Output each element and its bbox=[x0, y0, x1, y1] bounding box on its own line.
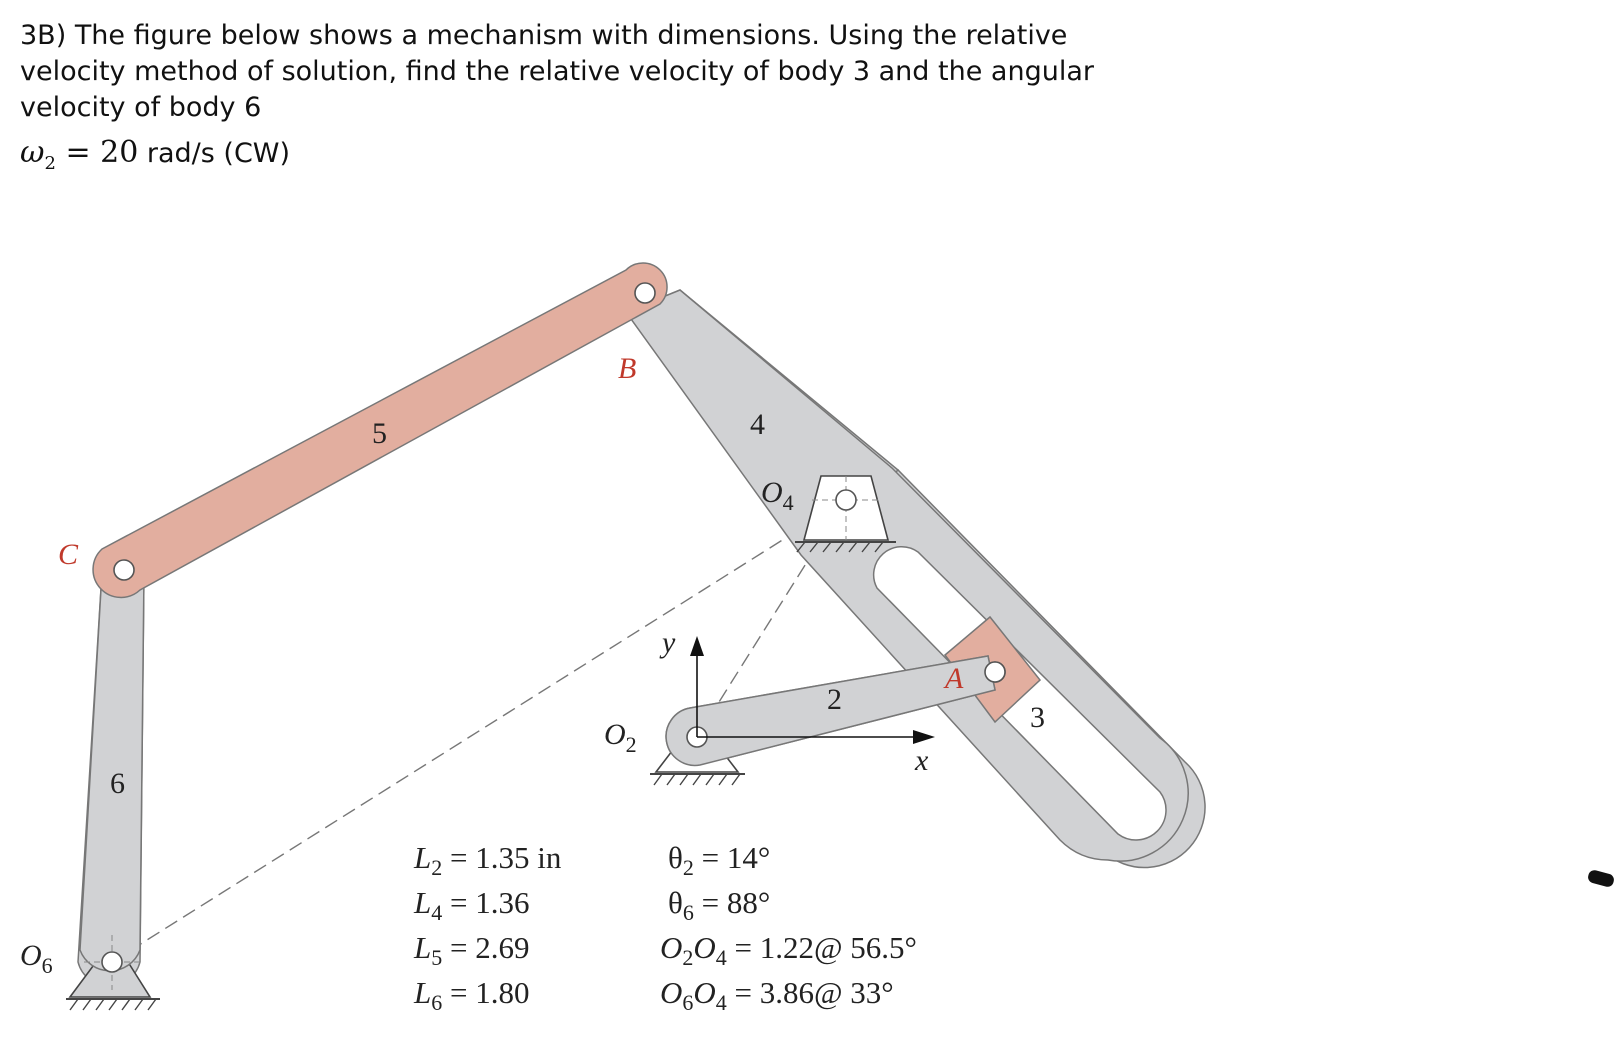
angles-list bbox=[660, 840, 917, 1015]
label-o4-base: O bbox=[761, 476, 783, 509]
length-row: $L_4 = 1.36$ bbox=[414, 885, 530, 925]
label-o6 bbox=[20, 939, 53, 978]
offset-row: $O_2O_4$ = 1.22@ 56.5° bbox=[660, 930, 917, 970]
label-link-6: 6 bbox=[110, 767, 125, 800]
pin-o4 bbox=[836, 490, 856, 510]
angle-row: $\theta_6 = 88^\circ$ bbox=[668, 885, 771, 925]
label-o6-base: O bbox=[20, 939, 42, 972]
label-link-2: 2 bbox=[827, 683, 842, 716]
pin-o6 bbox=[102, 952, 122, 972]
label-o2-base: O bbox=[604, 718, 626, 751]
pin-c bbox=[114, 560, 134, 580]
label-y-axis: y bbox=[662, 626, 676, 659]
label-point-c: C bbox=[58, 538, 79, 571]
omega-unit: rad/s (CW) bbox=[138, 138, 291, 169]
length-row: $L_6 = 1.80$ bbox=[414, 975, 530, 1015]
label-o2-sub: 2 bbox=[625, 732, 637, 757]
problem-statement: 3B) The figure below shows a mechanism with dimensions. Using the relative velocity method of solution, find the relative velocity of body 3 and the angular velocity of body 6 bbox=[20, 20, 1094, 123]
label-link-5: 5 bbox=[372, 417, 387, 450]
omega-subscript: 2 bbox=[44, 153, 56, 174]
label-point-b: B bbox=[618, 352, 637, 385]
y-arrow bbox=[690, 636, 704, 656]
label-link-4: 4 bbox=[750, 408, 765, 441]
x-arrow bbox=[913, 730, 935, 744]
omega-value: = 20 bbox=[55, 135, 139, 170]
label-o4-sub: 4 bbox=[782, 490, 794, 515]
label-link-3: 3 bbox=[1030, 701, 1045, 734]
lengths-list bbox=[413, 840, 562, 1015]
label-o6-sub: 6 bbox=[41, 953, 53, 978]
label-x-axis: x bbox=[915, 744, 929, 777]
angle-row: $\theta_2 = 14^\circ$ bbox=[668, 840, 771, 880]
label-point-a: A bbox=[945, 662, 964, 695]
length-row: $L_5 = 2.69$ bbox=[414, 930, 530, 970]
pin-b bbox=[635, 283, 655, 303]
offset-row: $O_6O_4$ = 3.86@ 33° bbox=[660, 975, 894, 1015]
omega-symbol: ω bbox=[20, 135, 45, 170]
label-o2 bbox=[604, 718, 637, 757]
length-row: $L_2 = 1.35$ in bbox=[414, 840, 562, 880]
